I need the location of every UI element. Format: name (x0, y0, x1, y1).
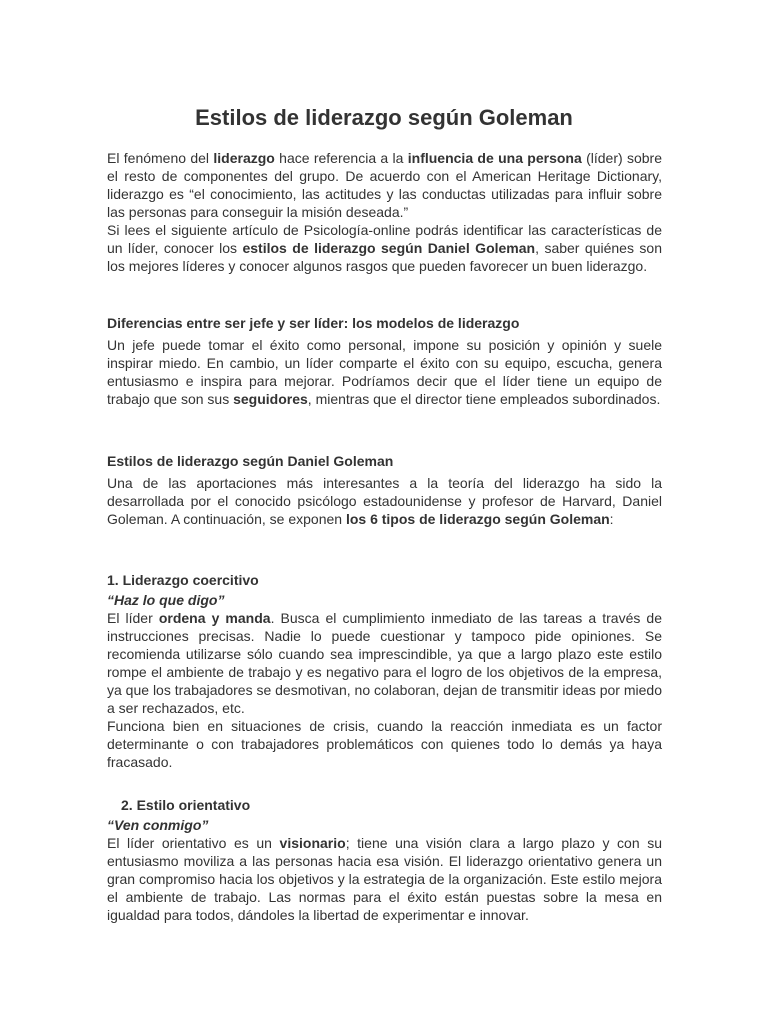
bold-term: estilos de liderazgo según Daniel Goleman (242, 240, 536, 256)
text: , saber quiénes son los mejores líderes y conocer algunos rasgos que pueden favorecer un buen liderazgo. (107, 240, 663, 274)
bold-term: seguidores (233, 391, 308, 407)
bold-term: los 6 tipos de liderazgo según Goleman (345, 511, 610, 527)
text: ; tiene una visión clara a largo plazo y con su entusiasmo moviliza a las personas hacia esa visión. El liderazgo orientativo genera un gran compromiso hacia los objetivos y la estrategia de la organización. Este estilo mejora el ambiente de trabajo. Las normas para el éxito están puestas sobre la mesa en igualdad para todos, dándoles la libertad de experimentar e innovar. (107, 835, 662, 923)
text: : (609, 511, 614, 527)
style-quote: “Ven conmigo” (107, 817, 209, 833)
section-paragraph (107, 474, 662, 528)
text: El líder orientativo es un (107, 835, 280, 851)
section-paragraph (107, 336, 662, 408)
style-heading: 2. Estilo orientativo (121, 797, 251, 813)
bold-term: influencia de una persona (407, 150, 582, 166)
text: hace referencia a la (274, 150, 408, 166)
bold-term: visionario (279, 835, 346, 851)
section-heading: Diferencias entre ser jefe y ser líder: los modelos de liderazgo (107, 315, 520, 331)
section-estilos-goleman (107, 452, 662, 528)
style-orientativo (107, 796, 662, 924)
style-coercitivo (107, 571, 662, 771)
text: Una de las aportaciones más interesantes a la teoría del liderazgo ha sido la desarrollada por el conocido psicólogo estadounidense y profesor de Harvard, Daniel Goleman. A continuación, se exponen (107, 475, 662, 527)
intro (107, 149, 662, 275)
intro-paragraph-1 (107, 149, 662, 221)
text: El líder (107, 610, 159, 626)
style-heading: 1. Liderazgo coercitivo (107, 572, 259, 588)
page-title: Estilos de liderazgo según Goleman (195, 105, 573, 130)
style-paragraph-1 (107, 609, 662, 717)
section-jefe-lider (107, 314, 662, 408)
style-quote: “Haz lo que digo” (107, 592, 225, 608)
text: (líder) sobre el resto de componentes del grupo. De acuerdo con el American Heritage Dictionary, liderazgo es “el conocimiento, las actitudes y las conductas utilizadas para influir sobre las personas para conseguir la misión deseada.” (107, 150, 663, 220)
text: Si lees el siguiente artículo de Psicología-online podrás identificar las características de un líder, conocer los (107, 222, 662, 256)
section-heading: Estilos de liderazgo según Daniel Goleman (107, 453, 394, 469)
intro-paragraph-2 (107, 221, 662, 275)
text: . Busca el cumplimiento inmediato de las tareas a través de instrucciones precisas. Nadie lo puede cuestionar y tampoco pide opiniones. Se recomienda utilizarse sólo cuando sea imprescindible, ya que a largo plazo este estilo rompe el ambiente de trabajo y es negativo para el logro de los objetivos de la empresa, ya que los trabajadores se desmotivan, no colaboran, dejan de transmitir ideas por miedo a ser rechazados, etc. (107, 610, 662, 716)
text: , mientras que el director tiene empleados subordinados. (307, 391, 661, 407)
text: El fenómeno del (107, 150, 214, 166)
bold-term: liderazgo (213, 150, 275, 166)
text: Un jefe puede tomar el éxito como personal, impone su posición y opinión y suele inspirar miedo. En cambio, un líder comparte el éxito con su equipo, escucha, genera entusiasmo e inspira para mejorar. Podríamos decir que el líder tiene un equipo de trabajo que son sus (107, 337, 662, 407)
bold-term: ordena y manda (158, 610, 271, 626)
style-paragraph-1 (107, 834, 662, 924)
style-paragraph-2: Funciona bien en situaciones de crisis, cuando la reacción inmediata es un factor determinante o con trabajadores problemáticos con quienes todo lo demás ya haya fracasado. (107, 718, 662, 770)
